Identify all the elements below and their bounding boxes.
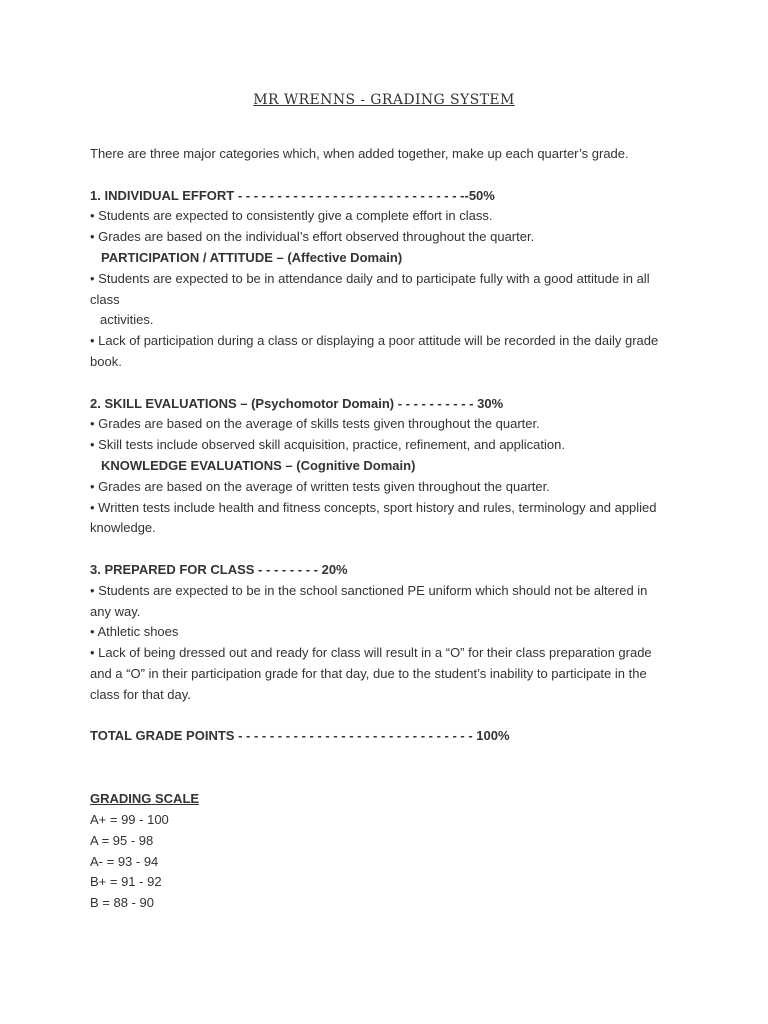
- grading-scale-heading: GRADING SCALE: [90, 791, 200, 807]
- section1-bullet-cont: activities.: [100, 312, 154, 328]
- grading-scale-row: A = 95 - 98: [90, 832, 154, 848]
- section2-subheading: KNOWLEDGE EVALUATIONS – (Cognitive Domain): [101, 457, 416, 473]
- section3-bullet: • Lack of being dressed out and ready for class will result in a “O” for their class preparation grade: [90, 645, 652, 661]
- section1-bullet-cont: book.: [90, 353, 122, 369]
- section1-subheading: PARTICIPATION / ATTITUDE – (Affective Domain): [101, 249, 403, 265]
- section1-bullet-cont: class: [90, 291, 120, 307]
- section3-bullet-cont: and a “O” in their participation grade for that day, due to the student’s inability to participate in the: [90, 665, 647, 681]
- section1-bullet: • Lack of participation during a class or displaying a poor attitude will be recorded in the daily grade: [90, 333, 659, 349]
- section3-bullet: • Students are expected to be in the school sanctioned PE uniform which should not be altered in: [90, 582, 648, 598]
- page-title: MR WRENNS - GRADING SYSTEM: [253, 92, 515, 108]
- grading-scale-row: B+ = 91 - 92: [90, 874, 162, 890]
- spacer: [90, 539, 680, 560]
- grading-scale-row: B = 88 - 90: [90, 895, 154, 911]
- intro-text: There are three major categories which, when added together, make up each quarter’s grade.: [90, 146, 629, 161]
- section2-bullet: • Grades are based on the average of skills tests given throughout the quarter.: [90, 416, 540, 432]
- spacer: [90, 747, 680, 789]
- section1-bullet: • Students are expected to be in attendance daily and to participate fully with a good attitude in all: [90, 270, 650, 286]
- spacer: [90, 373, 680, 394]
- section2-bullet: • Grades are based on the average of written tests given throughout the quarter.: [90, 478, 550, 494]
- section3-bullet-cont: any way.: [90, 603, 141, 619]
- section3-heading: 3. PREPARED FOR CLASS - - - - - - - - 20%: [90, 561, 348, 577]
- section1-heading: 1. INDIVIDUAL EFFORT - - - - - - - - - - - - - - - - - - - - - - - - - - - - --50%: [90, 187, 495, 203]
- grading-scale-row: A- = 93 - 94: [90, 853, 159, 869]
- spacer: [90, 165, 680, 186]
- spacer: [90, 706, 680, 727]
- section2-heading: 2. SKILL EVALUATIONS – (Psychomotor Domain) - - - - - - - - - - 30%: [90, 395, 504, 411]
- section2-bullet: • Written tests include health and fitness concepts, sport history and rules, terminology and applied: [90, 499, 657, 515]
- section2-bullet-cont: knowledge.: [90, 520, 156, 536]
- document-body: [90, 144, 680, 914]
- section3-bullet: • Athletic shoes: [90, 624, 179, 640]
- section1-bullet: • Students are expected to consistently give a complete effort in class.: [90, 208, 493, 224]
- grading-scale-row: A+ = 99 - 100: [90, 811, 169, 827]
- total-grade-points: TOTAL GRADE POINTS - - - - - - - - - - - - - - - - - - - - - - - - - - - - - - 100%: [90, 728, 510, 744]
- section1-bullet: • Grades are based on the individual’s effort observed throughout the quarter.: [90, 229, 535, 245]
- section2-bullet: • Skill tests include observed skill acquisition, practice, refinement, and application.: [90, 437, 565, 453]
- section3-bullet-cont: class for that day.: [90, 686, 191, 702]
